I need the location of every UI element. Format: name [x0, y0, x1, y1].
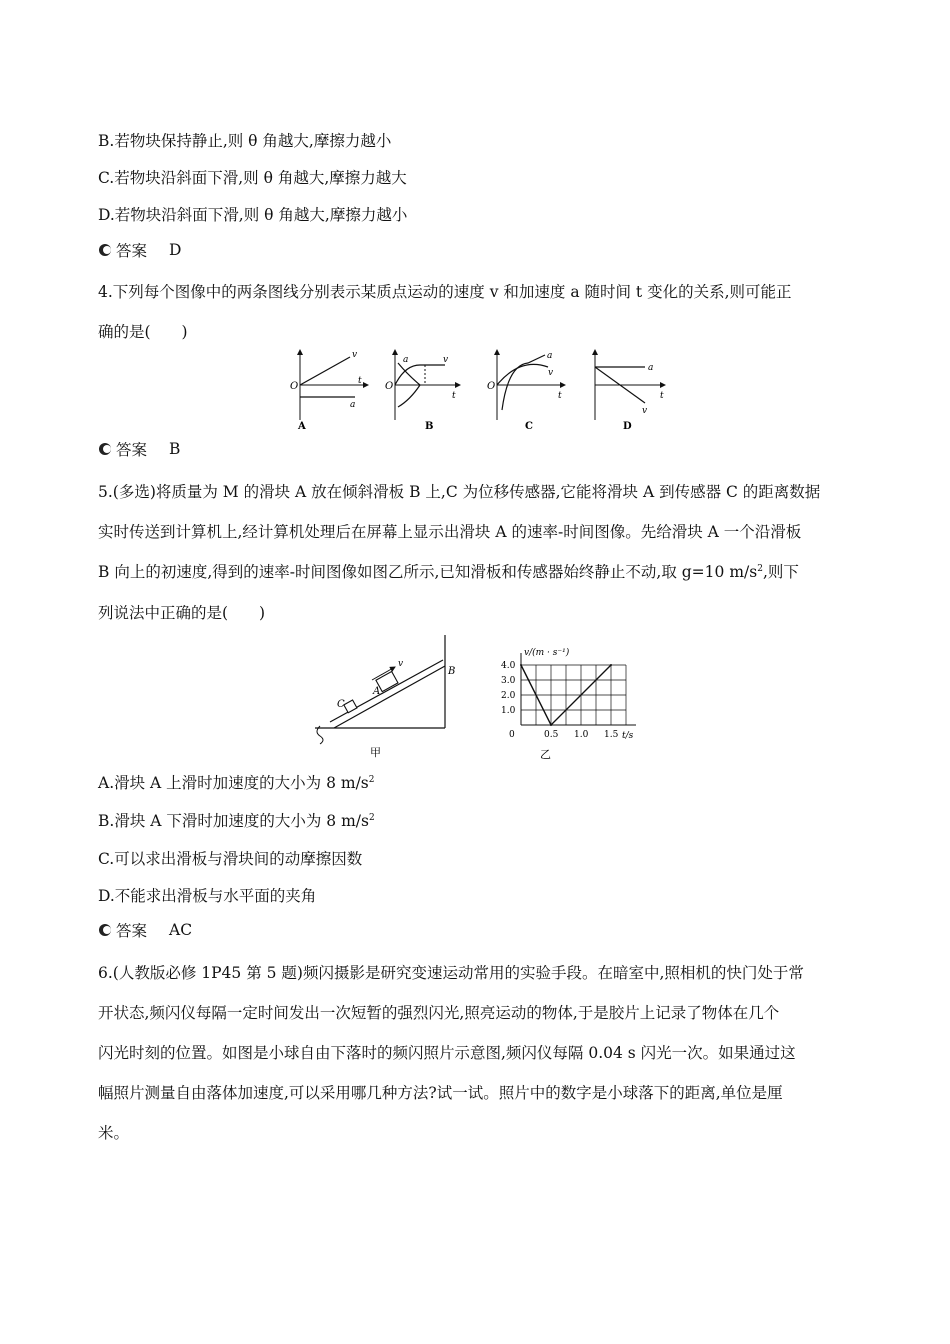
graph-c-t-label: t: [558, 391, 562, 401]
graph-a: [290, 350, 368, 432]
graph-a-origin: O: [290, 381, 299, 392]
q5-option-d: D.不能求出滑板与水平面的夹角: [98, 887, 317, 905]
vt-chart: [501, 653, 636, 740]
answer-value: B: [169, 440, 181, 458]
q4-stem-line-2: 确的是( ): [98, 323, 188, 341]
graph-a-t-label: t: [358, 376, 362, 386]
sensor-c: [344, 700, 357, 713]
q5-stem-line-3: [98, 560, 799, 582]
q5-option-b-text: B.滑块 A 下滑时加速度的大小为 8 m/s: [98, 812, 369, 830]
chart-xlabel: t/s: [622, 731, 634, 741]
graph-d-caption: D: [623, 421, 632, 432]
q4-graphs: [280, 345, 680, 435]
graph-c: [487, 350, 565, 432]
q5-option-a-sup: 2: [368, 774, 375, 785]
answer-marker-icon: [98, 243, 112, 257]
x-tick-label: 1.5: [604, 730, 619, 740]
graph-c-origin: O: [487, 381, 496, 392]
graph-a-caption: A: [298, 421, 306, 432]
q6-line-3: 闪光时刻的位置。如图是小球自由下落时的频闪照片示意图,频闪仪每隔 0.04 s 闪光一次。如果通过这: [98, 1044, 796, 1062]
q5-answer: [98, 919, 192, 941]
q5-option-b: [98, 809, 375, 831]
q5-option-b-sup: 2: [368, 812, 375, 823]
answer-label: 答案: [116, 441, 148, 459]
data-point: [610, 664, 612, 666]
graph-d-t-label: t: [660, 391, 664, 401]
q3-answer: [98, 239, 181, 261]
data-point: [550, 724, 552, 726]
graph-d-a-label: a: [648, 363, 654, 373]
q4-stem-line-1: 4.下列每个图像中的两条图线分别表示某质点运动的速度 v 和加速度 a 随时间 t 变化的关系,则可能正: [98, 283, 792, 301]
q5-option-c: C.可以求出滑板与滑块间的动摩擦因数: [98, 850, 363, 868]
label-b: B: [448, 666, 456, 677]
graph-a-a-label: a: [350, 400, 356, 410]
q5-stem-line-1: 5.(多选)将质量为 M 的滑块 A 放在倾斜滑板 B 上,C 为位移传感器,它能将滑块 A 到传感器 C 的距离数据: [98, 483, 821, 501]
q5-figure-jia: [300, 630, 480, 762]
label-v: v: [398, 659, 404, 669]
label-a: A: [373, 686, 381, 697]
graph-d: [595, 350, 665, 432]
graph-b-origin: O: [385, 381, 394, 392]
q5-stem-line-3b: ,则下: [762, 563, 799, 581]
figure-jia-caption: 甲: [370, 746, 381, 759]
q6-line-4: 幅照片测量自由落体加速度,可以采用哪几种方法?试一试。照片中的数字是小球落下的距离,单位是厘: [98, 1084, 783, 1102]
graph-c-a-label: a: [547, 351, 553, 361]
figure-yi-caption: 乙: [540, 748, 551, 761]
chart-ylabel: v/(m · s⁻¹): [524, 648, 570, 658]
y-tick-label: 1.0: [501, 706, 516, 716]
answer-marker-icon: [98, 442, 112, 456]
graph-a-v-line: [300, 357, 350, 385]
graph-c-caption: C: [525, 421, 533, 432]
graph-b-t-label: t: [452, 391, 456, 401]
graph-c-a-curve: [502, 355, 545, 410]
q5-stem-line-2: 实时传送到计算机上,经计算机处理后在屏幕上显示出滑块 A 的速率-时间图像。先给滑块 A 一个沿滑板: [98, 523, 802, 541]
graph-c-v-curve: [497, 364, 548, 385]
q6-line-2: 开状态,频闪仪每隔一定时间发出一次短暂的强烈闪光,照亮运动的物体,于是胶片上记录了物体在几个: [98, 1004, 780, 1022]
answer-label: 答案: [116, 242, 148, 260]
graph-d-v-label: v: [642, 406, 648, 416]
graph-b-a-label: a: [403, 355, 409, 365]
q4-answer: [98, 438, 180, 460]
q5-option-a: [98, 771, 375, 793]
q5-stem-sup: 2: [757, 563, 763, 574]
answer-value: AC: [169, 921, 193, 939]
x-tick-label: 0.5: [544, 730, 559, 740]
answer-value: D: [169, 241, 182, 259]
x-tick-label: 1.0: [574, 730, 589, 740]
y-tick-label: 3.0: [501, 676, 516, 686]
q3-option-d: D.若物块沿斜面下滑,则 θ 角越大,摩擦力越小: [98, 206, 408, 224]
graph-a-v-label: v: [352, 350, 358, 360]
answer-marker-icon: [98, 923, 112, 937]
q5-option-a-text: A.滑块 A 上滑时加速度的大小为 8 m/s: [98, 774, 369, 792]
q5-stem-line-4: 列说法中正确的是( ): [98, 604, 266, 622]
q5-stem-line-3a: B 向上的初速度,得到的速率-时间图像如图乙所示,已知滑板和传感器始终静止不动,取 g=10 m/s: [98, 563, 758, 581]
label-c: C: [337, 699, 345, 710]
q6-line-1: 6.(人教版必修 1P45 第 5 题)频闪摄影是研究变速运动常用的实验手段。在暗室中,照相机的快门处于常: [98, 964, 804, 982]
q6-line-5: 米。: [98, 1124, 130, 1142]
incline-board-b: [330, 660, 443, 722]
graph-b-caption: B: [425, 421, 434, 432]
x-tick-label: 0: [509, 730, 515, 740]
y-tick-label: 2.0: [501, 691, 516, 701]
graph-b: [385, 350, 460, 432]
graph-c-v-label: v: [548, 368, 554, 378]
answer-label: 答案: [116, 922, 148, 940]
q5-figure-yi: [488, 645, 648, 763]
data-point: [520, 664, 522, 666]
graph-b-v-label: v: [443, 355, 449, 365]
q3-option-b: B.若物块保持静止,则 θ 角越大,摩擦力越小: [98, 132, 392, 150]
q3-option-c: C.若物块沿斜面下滑,则 θ 角越大,摩擦力越大: [98, 169, 407, 187]
y-tick-label: 4.0: [501, 661, 516, 671]
